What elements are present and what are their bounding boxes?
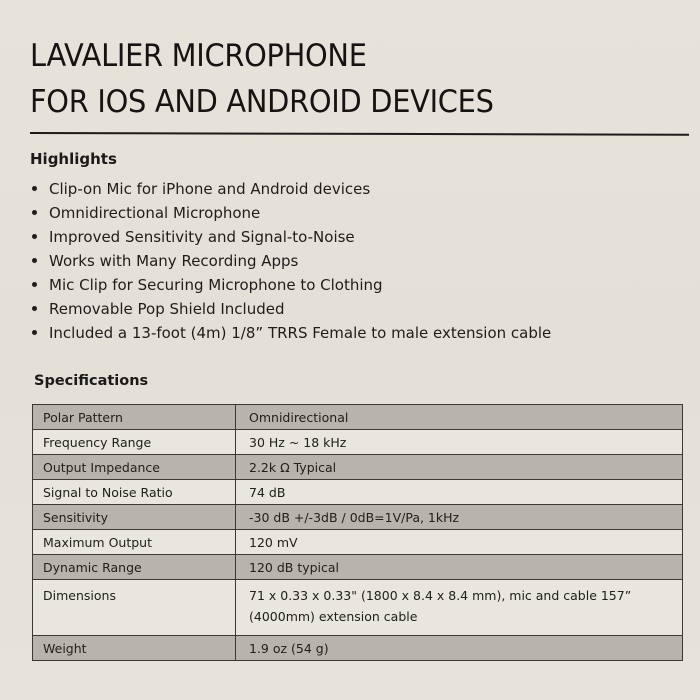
spec-row-weight — [33, 636, 683, 661]
product-title — [30, 33, 494, 125]
spec-label: Weight — [33, 636, 236, 661]
spec-value: Omnidirectional — [236, 405, 683, 430]
spec-label: Polar Pattern — [33, 405, 236, 430]
spec-value: 71 x 0.33 x 0.33" (1800 x 8.4 x 8.4 mm), mic and cable 157” (4000mm) extension cable — [236, 580, 683, 636]
bullet-icon — [32, 330, 37, 335]
spec-label: Dimensions — [33, 580, 236, 636]
spec-row-dimensions — [33, 580, 683, 636]
bullet-icon — [32, 210, 37, 215]
highlight-item: Removable Pop Shield Included — [32, 297, 551, 321]
spec-value: 30 Hz ~ 18 kHz — [236, 430, 683, 455]
highlight-item: Works with Many Recording Apps — [32, 249, 551, 273]
spec-value: 120 mV — [236, 530, 683, 555]
spec-row-dynamic-range — [33, 555, 683, 580]
spec-label: Signal to Noise Ratio — [33, 480, 236, 505]
spec-row-frequency-range — [33, 430, 683, 455]
spec-value: 1.9 oz (54 g) — [236, 636, 683, 661]
bullet-icon — [32, 306, 37, 311]
highlight-item: Included a 13-foot (4m) 1/8” TRRS Female to male extension cable — [32, 321, 551, 345]
spec-label: Dynamic Range — [33, 555, 236, 580]
specifications-heading: Specifications — [34, 373, 149, 389]
spec-row-signal-to-noise — [33, 480, 683, 505]
spec-label: Output Impedance — [33, 455, 236, 480]
spec-row-output-impedance — [33, 455, 683, 480]
spec-value: 74 dB — [236, 480, 683, 505]
spec-row-sensitivity — [33, 505, 683, 530]
bullet-icon — [32, 234, 37, 239]
spec-value: 2.2k Ω Typical — [236, 455, 683, 480]
product-title-line-2: FOR IOS AND ANDROID DEVICES — [30, 84, 494, 120]
specifications-table — [32, 404, 683, 661]
bullet-icon — [32, 258, 37, 263]
title-divider — [30, 132, 689, 136]
highlights-list — [32, 177, 551, 345]
spec-value: 120 dB typical — [236, 555, 683, 580]
spec-label: Maximum Output — [33, 530, 236, 555]
spec-label: Sensitivity — [33, 505, 236, 530]
highlights-heading: Highlights — [30, 150, 117, 168]
highlight-item: Omnidirectional Microphone — [32, 201, 551, 225]
spec-value: -30 dB +/-3dB / 0dB=1V/Pa, 1kHz — [236, 505, 683, 530]
bullet-icon — [32, 282, 37, 287]
product-title-line-1: LAVALIER MICROPHONE — [30, 38, 367, 74]
spec-row-maximum-output — [33, 530, 683, 555]
highlight-item: Clip-on Mic for iPhone and Android devices — [32, 177, 551, 201]
bullet-icon — [32, 186, 37, 191]
highlight-item: Improved Sensitivity and Signal-to-Noise — [32, 225, 551, 249]
spec-row-polar-pattern — [33, 405, 683, 430]
spec-label: Frequency Range — [33, 430, 236, 455]
highlight-item: Mic Clip for Securing Microphone to Clothing — [32, 273, 551, 297]
